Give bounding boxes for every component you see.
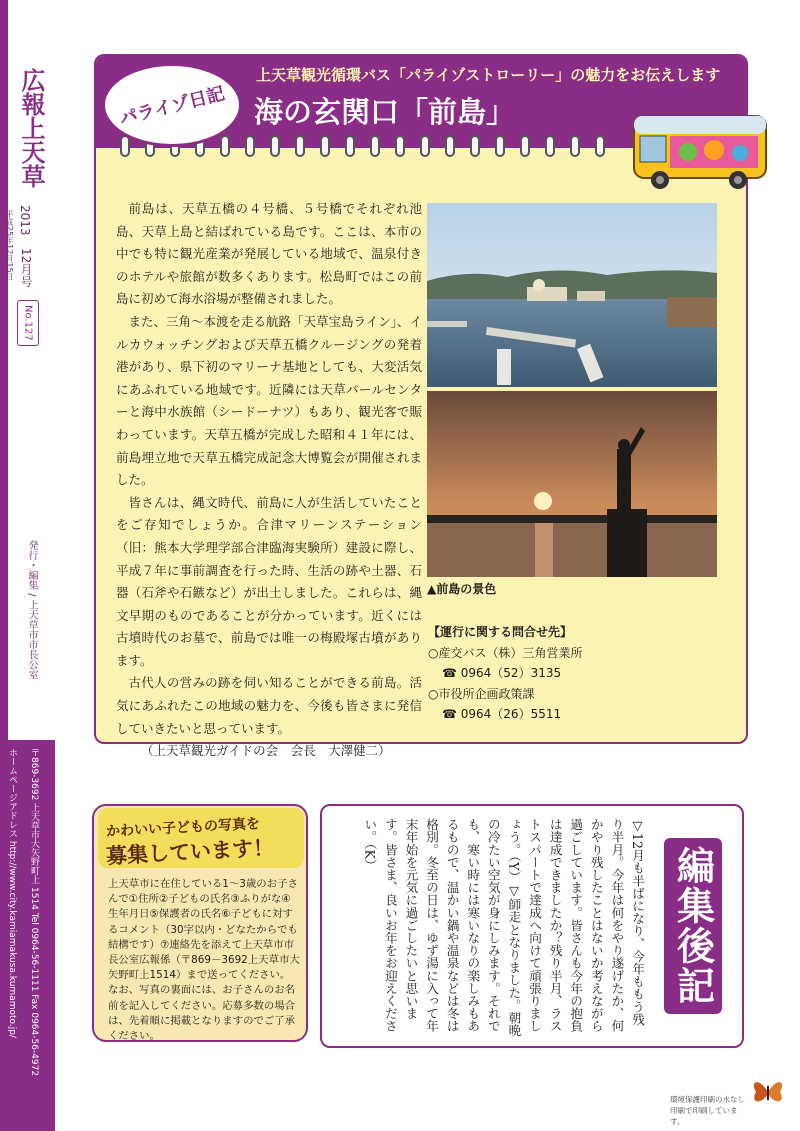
recruit-heading-large: 募集しています！ — [105, 835, 275, 869]
publication-logo — [14, 60, 48, 200]
issue-month: 12月号 — [19, 248, 33, 288]
recruit-body: 上天草市に在住している1～3歳のお子さんで①住所②子どもの氏名③ふりがな④生年月日⑤保護者の氏名⑥子どもに対するコメント（30字以内・どなたからでも結構です）⑦連絡先を添えて上天草市市長公室広報係（〒869－3692上天草市大矢野町上1514）まで送ってください。なお、写真の裏面には、お子さんのお名前を記入してください。応募多数の場合は、先着順に掲載となりますのでご了承ください。 — [108, 878, 300, 1043]
column-badge-label: パライゾ日記 — [117, 83, 228, 130]
sunset-photo — [427, 391, 717, 577]
butterfly-icon — [748, 1072, 788, 1112]
article-subtitle: 上天草観光循環バス「パライゾストローリー」の魅力をお伝えします — [256, 66, 721, 84]
ring-icon — [495, 135, 505, 157]
photo-caption: ▲前島の景色 — [427, 582, 497, 596]
contact-org-2: ○市役所企画政策課 — [428, 686, 535, 701]
article-paragraph: 皆さんは、縄文時代、前島に人が生活していたことをご存知でしょうか。合津マリーンステーション（旧：熊本大学理学部合津臨海実験所）建設に際し、平成７年に事前調査を行った時、生活の跡や土器、石器（石斧や石鏃など）が出土しました。これらは、縄文早期のものであることが分かっています。近くには古墳時代のお墓で、前島では唯一の梅殿塚古墳があります。 — [116, 494, 422, 668]
website-address[interactable]: ホームページアドレス http://www.city.kamiamakusa.kumamoto.jp/ — [7, 748, 17, 1038]
ring-icon — [320, 135, 330, 157]
issue-date: 平成25年12月15日 — [5, 210, 14, 281]
editor-note-text: ▽12月も半ばになり、今年ももう残り半月。今年は何をやり遂げたか、何かやり残したことはないか考えながら過ごしています。皆さんも今年の抱負は達成できましたか？残り半月、ラストスパートで達成へ向けて頑張りましょう。（Y）▽師走となりました。朝晩の冷たい空気が身にしみます。それでも、寒い時には寒いなりの楽しみもあるもので、温かい鍋や温泉などは冬は格別。冬至の日は、ゆず湯に入って年末年始を元気に過ごしたいと思います。皆さま、良いお年をお迎えください。（K） — [362, 818, 645, 1037]
ring-icon — [545, 135, 555, 157]
ring-icon — [520, 135, 530, 157]
contact-info — [428, 622, 718, 725]
contact-title: 【運行に関する問合せ先】 — [428, 625, 573, 639]
article-paragraph: また、三角～本渡を走る航路「天草宝島ライン」、イルカウォッチングおよび天草五橋クルージングの発着港があり、県下初のマリーナ基地としても、大変活気にあふれている地域です。近隣には天草パールセンターと海中水族館（シードーナツ）もあり、観光客で賑わっています。天草五橋が完成した昭和４１年には、前島埋立地で天草五橋完成記念大博覧会が開催されました。 — [116, 313, 422, 488]
article-body — [116, 198, 422, 763]
ring-icon — [595, 135, 605, 157]
ring-icon — [370, 135, 380, 157]
article-signature: （上天草観光ガイドの会 会長 大澤健二） — [141, 743, 391, 759]
article-paragraph: 古代人の営みの跡を伺い知ることができる前島。活気にあふれたこの地域の魅力を、今後も皆さまに発信していきたいと思っています。 — [116, 675, 422, 736]
publisher: 発行・編集 / 上天草市市長公室 — [26, 540, 37, 680]
issue-number: No.127 — [17, 300, 39, 346]
ring-icon — [570, 135, 580, 157]
ring-icon — [470, 135, 480, 157]
harbor-photo — [427, 203, 717, 387]
column-badge — [102, 63, 242, 147]
contact-phone-1[interactable]: ☎ 0964（52）3135 — [442, 666, 562, 680]
bus-illustration-icon — [626, 106, 774, 192]
eco-print-note: 環境保護印刷の水なし印刷で印刷しています。 — [670, 1095, 745, 1126]
ring-icon — [395, 135, 405, 157]
ring-icon — [270, 135, 280, 157]
ring-icon — [220, 135, 230, 157]
recruit-heading-small: かわいい子どもの写真を — [105, 815, 261, 841]
ring-icon — [345, 135, 355, 157]
ring-icon — [245, 135, 255, 157]
article-paragraph: 前島は、天草五橋の４号橋、５号橋でそれぞれ池島、天草上島と結ばれている島です。ここは、本市の中でも特に観光産業が発展している地域で、温泉付きのホテルや旅館が数多くあります。松島町ではこの前島に初めて海水浴場が整備されました。 — [116, 201, 422, 307]
article-title: 海の玄関口「前島」 — [254, 95, 516, 129]
contact-org-1: ○産交バス（株）三角営業所 — [428, 645, 583, 660]
sidebar — [0, 0, 55, 1131]
ring-icon — [420, 135, 430, 157]
issue-year: 2013 — [18, 205, 32, 236]
ring-icon — [295, 135, 305, 157]
contact-phone-2[interactable]: ☎ 0964（26）5511 — [442, 707, 562, 721]
editor-note-title: 編集後記 — [664, 838, 722, 1014]
publication-logo-text: 広報上天草 — [17, 68, 45, 188]
ring-icon — [445, 135, 455, 157]
publisher-address: 〒869-3692 上天草市大矢野町上 1514 Tel 0964-56-1111 Fax 0964-56-4972 — [29, 748, 39, 1077]
